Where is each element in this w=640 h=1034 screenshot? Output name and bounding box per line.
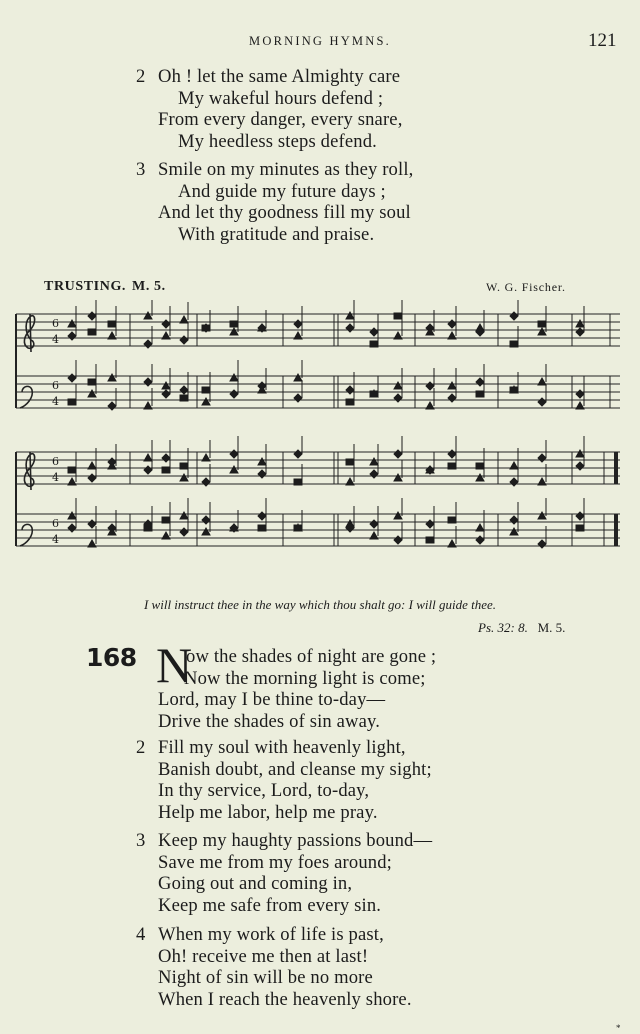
note-head [394, 536, 402, 544]
note-head [180, 512, 188, 519]
note-head [230, 450, 238, 458]
note-head [476, 524, 484, 531]
note-head [394, 394, 402, 402]
scripture-epigraph: I will instruct thee in the way which thou shalt go: I will guide thee. [143, 597, 497, 612]
note-head [180, 316, 188, 323]
note-head [448, 540, 456, 547]
note-head [370, 532, 378, 539]
stanza-number: 3 [136, 830, 146, 851]
note-head [346, 386, 354, 394]
note-head [144, 525, 152, 531]
scripture-reference [478, 620, 565, 636]
hymn-line: When I reach the heavenly shore. [158, 988, 412, 1010]
note-head [230, 374, 238, 381]
note-head [162, 467, 170, 473]
reference-meter: M. 5. [537, 620, 566, 635]
note-head [230, 466, 238, 473]
note-head [108, 374, 116, 381]
note-head [230, 390, 238, 398]
note-head [144, 312, 152, 319]
tune-meter: M. 5. [132, 279, 166, 294]
tune-title: TRUSTING. [44, 279, 127, 294]
note-head [448, 382, 456, 389]
note-head [346, 459, 354, 465]
note-head [68, 320, 76, 327]
note-head [108, 321, 116, 327]
hymn-stanza-3 [136, 830, 433, 916]
note-head [68, 467, 76, 473]
clefs [20, 314, 35, 546]
note-head [576, 390, 584, 398]
hymn-line: Help me labor, help me pray. [158, 801, 378, 823]
note-head [426, 324, 434, 332]
stanza-number: 2 [136, 737, 146, 758]
note-head [538, 378, 546, 385]
note-head [258, 525, 266, 531]
hymn-line: With gratitude and praise. [178, 223, 375, 245]
note-head [476, 536, 484, 544]
note-head [180, 474, 188, 481]
note-head [538, 321, 546, 327]
time-signature: 6 [52, 517, 59, 530]
note-head [394, 450, 402, 458]
note-head [538, 398, 546, 406]
final-bar [614, 514, 618, 546]
note-head [162, 382, 170, 389]
note-head [88, 312, 96, 320]
note-head [202, 398, 210, 405]
note-head [576, 525, 584, 531]
note-head [180, 386, 188, 394]
note-head [68, 332, 76, 340]
note-head [370, 470, 378, 478]
note-head [68, 478, 76, 485]
hymn-stanza-4 [136, 924, 412, 1010]
note-head [68, 374, 76, 382]
note-head [576, 402, 584, 409]
hymn-line: And guide my future days ; [178, 180, 386, 202]
hymn-line: From every danger, every snare, [158, 109, 403, 130]
note-head [510, 462, 518, 469]
note-head [426, 382, 434, 390]
note-head [162, 332, 170, 339]
note-head [68, 512, 76, 519]
hymn-line: Now the morning light is come; [184, 667, 426, 689]
note-head [202, 516, 210, 524]
stanza-number: 4 [136, 924, 146, 945]
note-head [162, 532, 170, 539]
note-head [448, 517, 456, 523]
note-head [180, 336, 188, 344]
note-head [426, 520, 434, 528]
note-head [346, 312, 354, 319]
reference-book: Ps. 32: 8. [478, 620, 528, 635]
note-head [68, 399, 76, 405]
note-head [162, 517, 170, 523]
note-head [394, 332, 402, 339]
note-head [88, 390, 96, 397]
note-head [68, 524, 76, 532]
note-head [294, 450, 302, 458]
hymn-line: Lord, may I be thine to-day— [158, 689, 386, 710]
carryover-stanza-2 [136, 66, 403, 152]
note-head [346, 399, 354, 405]
hymn-line: Night of sin will be no more [158, 967, 373, 988]
hymn-line: Keep me safe from every sin. [158, 894, 382, 916]
note-head [144, 378, 152, 386]
note-head [510, 312, 518, 320]
note-head [202, 454, 210, 461]
note-head [538, 478, 546, 485]
note-head [180, 395, 188, 401]
hymn-line: Oh ! let the same Almighty care [158, 66, 401, 87]
note-head [258, 512, 266, 520]
hymn-line: Smile on my minutes as they roll, [158, 159, 414, 180]
note-head [476, 463, 484, 469]
note-head [294, 374, 302, 381]
music-notes [52, 300, 584, 548]
note-head [202, 387, 210, 393]
note-head [162, 390, 170, 398]
note-head [108, 332, 116, 339]
note-head [294, 332, 302, 339]
running-head: MORNING HYMNS. [249, 34, 391, 48]
note-head [538, 540, 546, 548]
note-head [538, 454, 546, 462]
time-signature: 4 [52, 395, 59, 408]
note-head [476, 378, 484, 386]
time-signature: 6 [52, 455, 59, 468]
note-head [258, 458, 266, 465]
composer: W. G. Fischer. [486, 280, 566, 294]
note-head [370, 520, 378, 528]
hymn-line: Going out and coming in, [158, 873, 353, 894]
music-score [0, 300, 640, 590]
note-head [476, 474, 484, 481]
note-head [88, 520, 96, 528]
note-head [294, 394, 302, 402]
note-head [370, 458, 378, 465]
note-head [144, 454, 152, 461]
note-head [576, 328, 584, 336]
bass-clef-icon [20, 386, 32, 408]
time-signature: 6 [52, 379, 59, 392]
hymn-line: Drive the shades of sin away. [158, 710, 381, 732]
hymn-stanza-2 [136, 737, 432, 823]
note-head [294, 479, 302, 485]
note-head [476, 391, 484, 397]
note-head [394, 512, 402, 519]
note-head [510, 478, 518, 486]
note-head [576, 512, 584, 520]
note-head [448, 332, 456, 339]
note-head [576, 320, 584, 327]
note-head [576, 450, 584, 457]
note-head [88, 462, 96, 469]
stanza-number: 2 [136, 66, 146, 87]
note-head [108, 402, 116, 410]
drop-cap: N [156, 637, 193, 693]
note-head [426, 537, 434, 543]
note-head [346, 478, 354, 485]
note-head [510, 528, 518, 535]
page-number: 121 [588, 30, 617, 51]
note-head [510, 516, 518, 524]
note-head [370, 328, 378, 336]
time-signature: 4 [52, 333, 59, 346]
note-head [294, 320, 302, 328]
note-head [370, 341, 378, 347]
note-head [162, 454, 170, 462]
hymn-line: Keep my haughty passions bound— [158, 830, 433, 851]
note-head [144, 402, 152, 409]
hymn-line: Save me from my foes around; [158, 851, 392, 873]
note-head [576, 462, 584, 470]
note-head [108, 524, 116, 532]
tune-name [44, 279, 166, 295]
note-head [538, 328, 546, 335]
hymn-line: Banish doubt, and cleanse my sight; [158, 758, 432, 780]
note-head [202, 325, 210, 331]
hymn-line: When my work of life is past, [158, 924, 384, 945]
note-head [88, 474, 96, 482]
hymn-line: Oh! receive me then at last! [158, 945, 369, 967]
note-head [230, 321, 238, 327]
time-signature: 4 [52, 533, 59, 546]
note-head [394, 474, 402, 481]
note-head [180, 528, 188, 536]
hymn-stanza-1 [158, 646, 436, 732]
note-head [346, 324, 354, 332]
note-head [510, 341, 518, 347]
note-head [144, 340, 152, 348]
note-head [448, 394, 456, 402]
note-head [394, 313, 402, 319]
staff-lines [16, 314, 620, 546]
hymn-line: Fill my soul with heavenly light, [158, 737, 406, 758]
note-head [144, 466, 152, 474]
note-head [88, 379, 96, 385]
note-head [230, 328, 238, 335]
bass-clef-icon [20, 524, 32, 546]
hymn-line: My wakeful hours defend ; [178, 87, 384, 109]
note-head [88, 329, 96, 335]
note-head [538, 512, 546, 519]
time-signature: 4 [52, 471, 59, 484]
stanza-number: 3 [136, 159, 146, 180]
note-head [258, 470, 266, 478]
note-head [448, 450, 456, 458]
time-signature: 6 [52, 317, 59, 330]
note-head [162, 320, 170, 328]
note-head [394, 382, 402, 389]
note-head [202, 478, 210, 486]
note-head [88, 540, 96, 547]
note-head [202, 528, 210, 535]
hymn-number: 168 [86, 643, 137, 672]
note-head [426, 402, 434, 409]
hymn-line: My heedless steps defend. [178, 130, 377, 152]
note-head [448, 320, 456, 328]
hymn-line: And let thy goodness fill my soul [158, 202, 411, 223]
note-head [448, 463, 456, 469]
hymn-line: In thy service, Lord, to-day, [158, 780, 370, 801]
hymn-line: ow the shades of night are gone ; [186, 646, 437, 667]
final-bar [614, 452, 618, 484]
note-head [180, 463, 188, 469]
carryover-stanza-3 [136, 159, 414, 245]
footer-mark: * [616, 1023, 621, 1033]
